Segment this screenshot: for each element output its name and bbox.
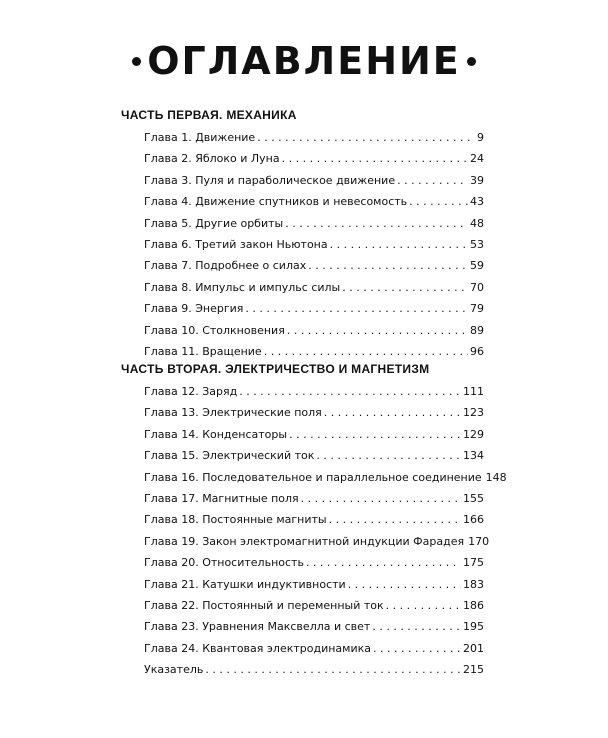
- dot-leader: [239, 384, 461, 400]
- toc-entry-label: Указатель: [144, 663, 204, 677]
- toc-entry-page: 134: [463, 449, 484, 463]
- toc-entry[interactable]: [144, 405, 484, 421]
- toc-entry-label: Глава 16. Последовательное и параллельное соединение: [144, 470, 482, 484]
- dot-leader: [386, 598, 461, 614]
- dot-leader: [316, 448, 461, 464]
- page-title: [0, 38, 608, 84]
- toc-entry-label: Глава 23. Уравнения Максвелла и свет: [144, 620, 371, 634]
- toc-entry-label: Глава 1. Движение: [144, 131, 256, 144]
- toc-entry-label: Глава 13. Электрические поля: [144, 406, 322, 420]
- dot-leader: [301, 491, 461, 507]
- toc-entry-label: Глава 14. Конденсаторы: [144, 427, 288, 441]
- toc-entry[interactable]: [144, 216, 484, 232]
- toc-entry[interactable]: [144, 555, 484, 571]
- dot-leader: [287, 323, 468, 339]
- toc-entry-page: 201: [463, 641, 484, 655]
- toc-entry-label: Глава 22. Постоянный и переменный ток: [144, 599, 384, 612]
- toc-entry[interactable]: [144, 151, 484, 167]
- toc-entry[interactable]: [144, 491, 484, 507]
- toc-entry-label: Глава 4. Движение спутников и невесомость: [144, 195, 408, 209]
- dot-leader: [285, 216, 468, 232]
- dot-leader: [409, 194, 468, 210]
- dot-leader: [397, 173, 468, 189]
- toc-entry-label: Глава 10. Столкновения: [144, 323, 285, 337]
- toc-entry-label: Глава 18. Постоянные магниты: [144, 513, 327, 527]
- part-heading: ЧАСТЬ ПЕРВАЯ. МЕХАНИКА: [121, 108, 297, 122]
- toc-entry-label: Глава 3. Пуля и параболическое движение: [144, 173, 396, 187]
- toc-entry[interactable]: [144, 280, 484, 296]
- toc-entry[interactable]: [144, 301, 484, 317]
- toc-entry-page: 155: [463, 492, 484, 505]
- toc-entry-page: 166: [463, 513, 484, 527]
- dot-leader: [306, 555, 461, 571]
- toc-entry[interactable]: [144, 258, 484, 274]
- toc-entry-label: Глава 15. Электрический ток: [144, 449, 315, 463]
- toc-entry[interactable]: [144, 448, 484, 464]
- toc-entry-page: 70: [470, 280, 484, 294]
- toc-entry[interactable]: [144, 534, 490, 550]
- toc-entry-label: Глава 8. Импульс и импульс силы: [144, 280, 341, 294]
- toc-entry-page: 195: [463, 620, 484, 634]
- dot-leader: [308, 258, 468, 274]
- toc-entry[interactable]: [144, 194, 484, 210]
- toc-entry-label: Глава 11. Вращение: [144, 345, 262, 358]
- toc-entry-page: 79: [470, 302, 484, 316]
- toc-entry[interactable]: [144, 173, 484, 189]
- dot-leader: [257, 130, 475, 146]
- toc-entry-page: 148: [485, 470, 507, 484]
- toc-entry[interactable]: [144, 130, 484, 146]
- toc-entry[interactable]: [144, 344, 484, 360]
- toc-entry[interactable]: [144, 384, 484, 400]
- toc-entry-page: 9: [477, 131, 484, 144]
- toc-entry-label: Глава 7. Подробнее о силах: [144, 259, 307, 273]
- dot-leader: [282, 151, 468, 167]
- dot-leader: [348, 577, 461, 593]
- toc-entry-page: 129: [463, 427, 484, 441]
- toc-entry-page: 183: [463, 577, 484, 591]
- toc-entry-label: Глава 24. Квантовая электродинамика: [144, 641, 372, 655]
- toc-entry-page: 123: [463, 406, 484, 420]
- page-title-text: ОГЛАВЛЕНИЕ: [147, 39, 461, 83]
- toc-entry-page: 96: [470, 345, 484, 358]
- title-dot-left: [132, 57, 141, 66]
- toc-entry-page: 53: [470, 238, 484, 251]
- dot-leader: [329, 512, 461, 528]
- toc-entry-label: Глава 21. Катушки индуктивности: [144, 577, 346, 591]
- dot-leader: [373, 641, 461, 657]
- toc-entry-page: 39: [470, 173, 484, 187]
- part-heading: ЧАСТЬ ВТОРАЯ. ЭЛЕКТРИЧЕСТВО И МАГНЕТИЗМ: [121, 362, 430, 376]
- dot-leader: [324, 405, 461, 421]
- title-dot-right: [467, 57, 476, 66]
- dot-leader: [289, 427, 461, 443]
- toc-entry[interactable]: [144, 641, 484, 657]
- toc-entry-index[interactable]: [144, 662, 484, 678]
- toc-entry-label: Глава 12. Заряд: [144, 385, 238, 398]
- toc-entry[interactable]: [144, 577, 484, 593]
- toc-entry[interactable]: [144, 323, 484, 339]
- toc-entry-label: Глава 9. Энергия: [144, 302, 244, 316]
- dot-leader: [205, 662, 461, 678]
- toc-entry[interactable]: [144, 512, 484, 528]
- toc-entry[interactable]: [144, 619, 484, 635]
- dot-leader: [372, 619, 461, 635]
- toc-entry-page: 89: [470, 323, 484, 337]
- toc-entry-page: 175: [463, 556, 484, 570]
- toc-entry-label: Глава 2. Яблоко и Луна: [144, 152, 280, 166]
- toc-entry-page: 170: [468, 534, 490, 548]
- toc-entry[interactable]: [144, 470, 507, 486]
- dot-leader: [264, 344, 468, 360]
- toc-entry-label: Глава 5. Другие орбиты: [144, 216, 284, 230]
- toc-entry-page: 215: [463, 663, 484, 677]
- toc-entry-page: 43: [470, 195, 484, 209]
- toc-entry-label: Глава 19. Закон электромагнитной индукции Фарадея: [144, 534, 465, 548]
- toc-entry[interactable]: [144, 427, 484, 443]
- dot-leader: [330, 237, 468, 253]
- toc-entry-label: Глава 20. Относительность: [144, 556, 304, 570]
- toc-entry-page: 111: [463, 385, 484, 398]
- toc-entry-label: Глава 6. Третий закон Ньютона: [144, 238, 328, 251]
- toc-entry[interactable]: [144, 237, 484, 253]
- toc-entry-page: 59: [470, 259, 484, 273]
- toc-entry[interactable]: [144, 598, 484, 614]
- toc-entry-page: 48: [470, 216, 484, 230]
- toc-entry-page: 186: [463, 599, 484, 612]
- toc-entry-label: Глава 17. Магнитные поля: [144, 492, 299, 505]
- dot-leader: [245, 301, 468, 317]
- toc-entry-page: 24: [470, 152, 484, 166]
- dot-leader: [342, 280, 468, 296]
